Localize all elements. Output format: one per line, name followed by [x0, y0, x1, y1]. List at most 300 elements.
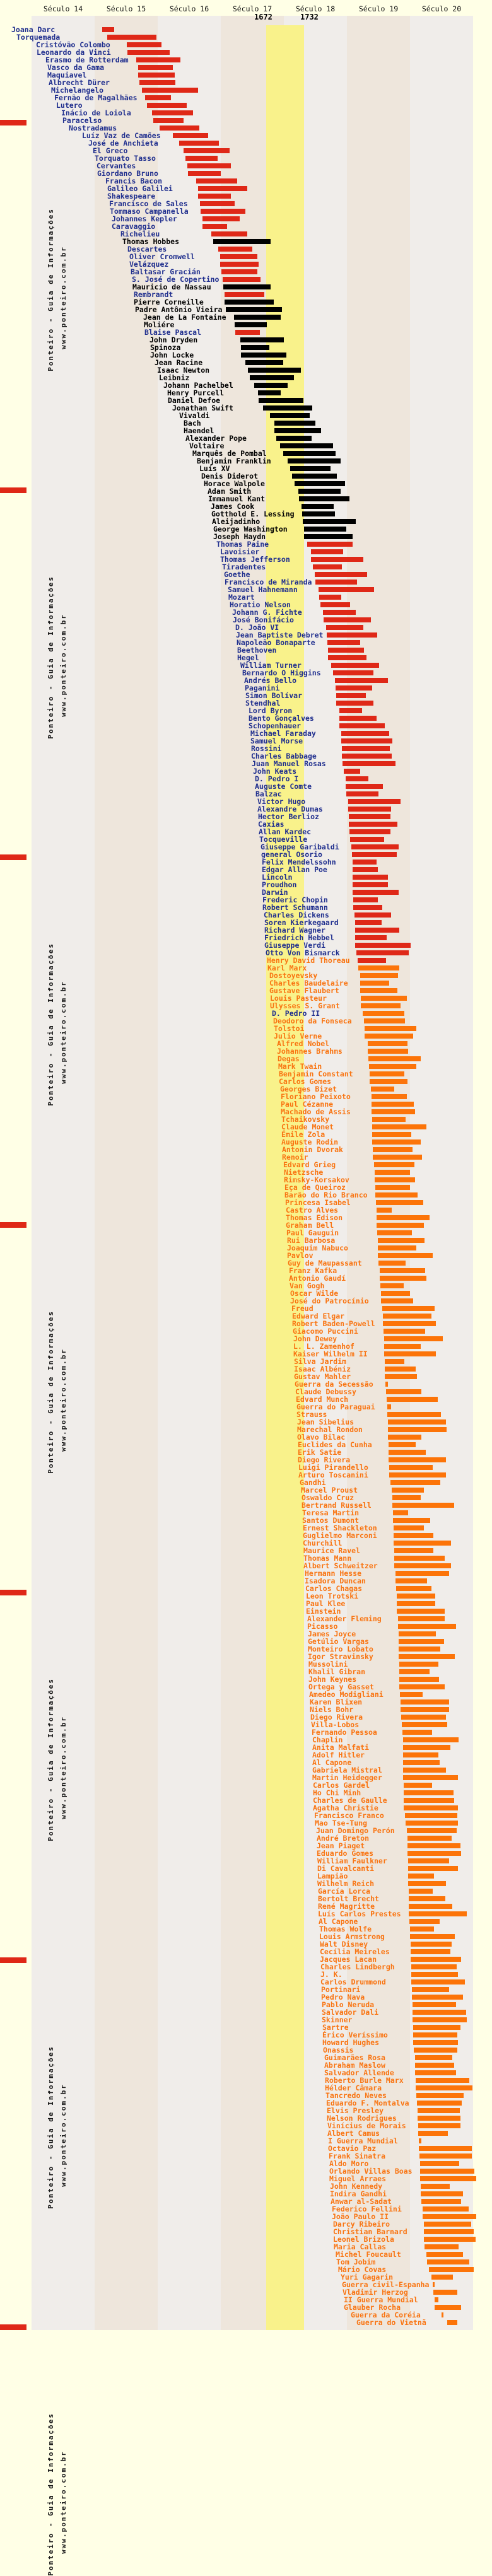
- lifespan-bar: [386, 1389, 421, 1394]
- lifespan-bar: [389, 1472, 446, 1477]
- person-label: José Bonifácio: [233, 615, 294, 624]
- person-label: Marcel Proust: [301, 1486, 358, 1495]
- lifespan-bar: [342, 746, 390, 751]
- lifespan-bar: [364, 1018, 405, 1023]
- lifespan-bar: [398, 1624, 456, 1629]
- lifespan-bar: [336, 701, 373, 706]
- person-label: Al Capone: [312, 1758, 352, 1767]
- lifespan-bar: [404, 1783, 432, 1788]
- person-label: Émile Zola: [281, 1130, 325, 1139]
- lifespan-bar: [320, 602, 350, 607]
- person-label: Tocqueville: [259, 835, 308, 844]
- person-label: Francisco de Sales: [109, 199, 188, 208]
- person-label: Lampião: [317, 1872, 348, 1880]
- lifespan-bar: [344, 769, 360, 774]
- lifespan-bar: [373, 1155, 422, 1160]
- person-label: Bento Gonçalves: [249, 714, 314, 723]
- person-label: Jean Racine: [155, 358, 203, 367]
- lifespan-bar: [196, 178, 237, 184]
- person-label: Guglielmo Marconi: [303, 1531, 377, 1540]
- lifespan-bar: [250, 375, 294, 380]
- person-label: Khalil Gibran: [308, 1667, 366, 1676]
- lifespan-bar: [234, 315, 281, 320]
- lifespan-bar: [354, 912, 391, 918]
- person-label: Monteiro Lobato: [308, 1645, 373, 1653]
- person-label: Pedro Nava: [321, 1993, 365, 2002]
- person-label: Vivaldi: [179, 411, 210, 420]
- lifespan-bar: [378, 1261, 406, 1266]
- sidebar-url-text: www.ponteiro.com.br: [59, 2083, 67, 2187]
- person-label: Pierre Corneille: [134, 298, 204, 306]
- person-label: D. João VI: [235, 623, 279, 632]
- lifespan-bar: [384, 1329, 425, 1334]
- person-label: Howard Hughes: [322, 2038, 380, 2047]
- person-label: Vladimir Herzog: [343, 2288, 408, 2297]
- person-label: Tom Jobim: [336, 2258, 376, 2266]
- lifespan-bar: [394, 1556, 445, 1561]
- lifespan-bar: [404, 1805, 458, 1810]
- person-label: Mark Twain: [278, 1062, 322, 1071]
- person-label: Princesa Isabel: [285, 1198, 351, 1207]
- lifespan-bar: [394, 1533, 433, 1538]
- person-label: Leonel Brizola: [333, 2235, 394, 2244]
- person-label: Alexander Fleming: [307, 1614, 382, 1623]
- person-label: Abraham Maslow: [324, 2061, 385, 2070]
- lifespan-bar: [349, 829, 390, 834]
- lifespan-bar: [413, 2017, 467, 2022]
- lifespan-bar: [385, 1367, 416, 1372]
- person-label: Otto Von Bismarck: [266, 948, 340, 957]
- lifespan-bar: [290, 466, 331, 471]
- person-label: Nelson Rodrigues: [327, 2114, 397, 2123]
- lifespan-bar: [198, 186, 247, 191]
- lifespan-bar: [328, 655, 366, 660]
- person-label: Hegel: [237, 653, 259, 662]
- person-label: Karen Blixen: [310, 1698, 363, 1706]
- person-label: Igor Stravinsky: [308, 1652, 373, 1661]
- lifespan-bar: [372, 1139, 421, 1145]
- lifespan-bar: [394, 1541, 451, 1546]
- lifespan-bar: [370, 1079, 407, 1084]
- lifespan-bar: [411, 1942, 452, 1947]
- lifespan-bar: [423, 2214, 476, 2219]
- century-label: Século 17: [232, 4, 272, 13]
- person-label: García Lorca: [318, 1887, 371, 1896]
- person-label: Alfred Nobel: [277, 1039, 330, 1048]
- sidebar-url-text: www.ponteiro.com.br: [59, 246, 67, 349]
- person-label: Guerra do Paraguai: [296, 1402, 375, 1411]
- sidebar-red-dash: [0, 854, 26, 860]
- lifespan-bar: [280, 443, 333, 448]
- person-label: Cristóvão Colombo: [36, 40, 110, 49]
- person-label: Julio Verne: [274, 1032, 322, 1040]
- person-label: Onassis: [323, 2046, 354, 2054]
- person-label: Voltaire: [189, 441, 225, 450]
- lifespan-bar: [378, 1245, 416, 1250]
- lifespan-bar: [274, 421, 315, 426]
- person-label: Felix Mendelssohn: [262, 858, 336, 866]
- person-label: José de Anchieta: [88, 139, 158, 148]
- lifespan-bar: [404, 1790, 454, 1795]
- sidebar-url-text: www.ponteiro.com.br: [59, 1348, 67, 1452]
- lifespan-bar: [274, 428, 321, 433]
- person-label: Van Gogh: [290, 1281, 325, 1290]
- lifespan-bar: [343, 761, 395, 766]
- lifespan-bar: [415, 2063, 454, 2068]
- lifespan-bar: [407, 1836, 452, 1841]
- person-label: Shakespeare: [107, 192, 156, 201]
- person-label: Getúlio Vargas: [308, 1637, 369, 1646]
- person-label: Rembrandt: [134, 290, 173, 299]
- lifespan-bar: [351, 844, 399, 849]
- lifespan-bar: [401, 1707, 449, 1712]
- lifespan-bar: [420, 2169, 474, 2174]
- person-label: John Dryden: [149, 335, 198, 344]
- person-label: Sartre: [322, 2023, 349, 2032]
- person-label: Anwar al-Sadat: [331, 2197, 392, 2206]
- lifespan-bar: [399, 1639, 444, 1644]
- lifespan-bar: [323, 610, 356, 615]
- person-label: Federico Fellini: [332, 2205, 402, 2213]
- person-label: Robert Baden-Powell: [292, 1319, 375, 1328]
- person-label: Ulysses S. Grant: [270, 1001, 340, 1010]
- person-label: Dostoyevsky: [269, 971, 318, 980]
- lifespan-bar: [304, 527, 346, 532]
- person-label: Paganini: [245, 684, 280, 692]
- person-label: Aldo Moro: [329, 2159, 369, 2168]
- lifespan-bar: [365, 1026, 416, 1031]
- century-column: [95, 16, 158, 2330]
- person-label: Bernardo O Higgins: [242, 668, 321, 677]
- person-label: Paul Klee: [306, 1599, 346, 1608]
- lifespan-bar: [411, 1964, 457, 1969]
- lifespan-bar: [399, 1646, 440, 1652]
- lifespan-bar: [392, 1503, 454, 1508]
- person-label: Franz Kafka: [289, 1266, 337, 1275]
- lifespan-bar: [390, 1480, 440, 1485]
- lifespan-bar: [372, 1124, 426, 1129]
- lifespan-bar: [346, 791, 378, 796]
- person-label: Picasso: [307, 1622, 338, 1631]
- person-label: Adolf Hitler: [312, 1751, 365, 1759]
- person-label: Louis Armstrong: [319, 1932, 385, 1941]
- lifespan-bar: [283, 451, 336, 456]
- person-label: Claude Debussy: [295, 1387, 356, 1396]
- person-label: Immanuel Kant: [208, 494, 266, 503]
- lifespan-bar: [418, 2123, 460, 2128]
- person-label: Francis Bacon: [105, 177, 163, 185]
- lifespan-bar: [403, 1760, 440, 1765]
- lifespan-bar: [416, 2078, 469, 2083]
- person-label: John Keynes: [308, 1675, 357, 1684]
- person-label: Aleijadinho: [212, 517, 261, 526]
- lifespan-bar: [416, 2093, 464, 2098]
- person-label: Charles Dickens: [264, 911, 329, 919]
- lifespan-bar: [360, 973, 398, 978]
- person-label: Henry David Thoreau: [267, 956, 350, 965]
- lifespan-bar: [395, 1571, 449, 1576]
- lifespan-bar: [384, 1336, 443, 1341]
- person-label: Olavo Bilac: [297, 1433, 346, 1442]
- person-label: Luíz Vaz de Camões: [82, 131, 161, 140]
- person-label: S. José de Copertino: [132, 275, 220, 284]
- lifespan-bar: [288, 458, 341, 463]
- lifespan-bar: [241, 345, 269, 350]
- person-label: Tolstoi: [274, 1024, 305, 1033]
- lifespan-bar: [324, 617, 371, 622]
- person-label: Baltasar Gracián: [131, 267, 201, 276]
- person-label: Elvis Presley: [327, 2106, 384, 2115]
- person-label: Thomas Jefferson: [220, 555, 290, 564]
- lifespan-bar: [419, 2146, 472, 2151]
- person-label: Vinícius de Morais: [327, 2121, 406, 2130]
- lifespan-bar: [377, 1230, 412, 1235]
- person-label: Pablo Neruda: [322, 2000, 375, 2009]
- person-label: J. K.: [320, 1970, 343, 1979]
- lifespan-bar: [388, 1419, 446, 1425]
- lifespan-bar: [403, 1768, 446, 1773]
- person-label: Adam Smith: [208, 487, 252, 496]
- person-label: Jean Piaget: [317, 1841, 365, 1850]
- lifespan-bar: [328, 648, 364, 653]
- person-label: Georges Bizet: [280, 1085, 337, 1093]
- person-label: Villa-Lobos: [311, 1720, 360, 1729]
- lifespan-bar: [263, 405, 312, 411]
- person-label: Tiradentes: [222, 562, 266, 571]
- person-label: Joaquim Nabuco: [287, 1244, 348, 1252]
- person-label: André Breton: [317, 1834, 370, 1843]
- lifespan-bar: [413, 2002, 456, 2007]
- person-label: Pavlov: [287, 1251, 313, 1260]
- person-label: Guimarães Rosa: [324, 2053, 385, 2062]
- lifespan-bar: [383, 1321, 436, 1326]
- lifespan-bar: [107, 35, 156, 40]
- lifespan-bar: [142, 88, 198, 93]
- lifespan-bar: [315, 580, 357, 585]
- person-label: John Kennedy: [330, 2182, 383, 2191]
- lifespan-bar: [202, 216, 240, 221]
- lifespan-bar: [397, 1594, 435, 1599]
- person-label: Charles Babbage: [251, 752, 317, 761]
- lifespan-bar: [411, 1949, 450, 1954]
- lifespan-bar: [221, 269, 257, 274]
- person-label: Giordano Bruno: [97, 169, 158, 178]
- person-label: Miguel Arraes: [329, 2174, 387, 2183]
- person-label: Eduardo Gomes: [317, 1849, 374, 1858]
- lifespan-bar: [147, 103, 187, 108]
- lifespan-bar: [404, 1798, 454, 1803]
- person-label: Fernando Pessoa: [312, 1728, 377, 1737]
- person-label: Darwin: [262, 888, 288, 897]
- person-label: Graham Bell: [286, 1221, 334, 1230]
- person-label: John Locke: [150, 351, 194, 359]
- person-label: José do Patrocínio: [290, 1297, 369, 1305]
- lifespan-bar: [372, 1117, 406, 1122]
- person-label: Bertolt Brecht: [318, 1894, 379, 1903]
- person-label: João Paulo II: [332, 2212, 389, 2221]
- person-label: Andrés Bello: [244, 676, 297, 685]
- lifespan-bar: [173, 133, 208, 138]
- person-label: Tancredo Neves: [325, 2091, 387, 2100]
- lifespan-bar: [435, 2297, 438, 2302]
- person-label: Bach: [184, 419, 201, 428]
- lifespan-bar: [418, 2116, 460, 2121]
- lifespan-bar: [413, 2040, 458, 2045]
- person-label: Walt Disney: [320, 1940, 368, 1949]
- person-label: Spinoza: [150, 343, 181, 352]
- century-label: Século 16: [169, 4, 209, 13]
- lifespan-bar: [198, 194, 231, 199]
- lifespan-bar: [417, 2101, 462, 2106]
- lifespan-bar: [358, 958, 386, 963]
- person-label: Mauricio de Nassau: [132, 283, 211, 291]
- lifespan-bar: [385, 1359, 404, 1364]
- lifespan-bar: [179, 141, 219, 146]
- lifespan-bar: [346, 776, 368, 781]
- lifespan-bar: [411, 1979, 465, 1984]
- lifespan-bar: [363, 1011, 404, 1016]
- lifespan-bar: [245, 360, 283, 365]
- lifespan-bar: [377, 1208, 392, 1213]
- person-label: Anita Malfati: [312, 1743, 370, 1752]
- person-label: Maquiavel: [47, 71, 87, 79]
- person-label: Santos Dumont: [302, 1516, 360, 1525]
- person-label: Samuel Morse: [250, 737, 303, 745]
- person-label: Mozart: [228, 593, 255, 602]
- lifespan-bar: [376, 1200, 423, 1205]
- person-label: Auguste Rodin: [281, 1138, 339, 1146]
- lifespan-bar: [409, 1911, 467, 1916]
- lifespan-bar: [145, 95, 171, 100]
- person-label: Nietzsche: [284, 1168, 324, 1177]
- lifespan-bar: [403, 1745, 450, 1750]
- person-label: Wilhelm Reich: [317, 1879, 375, 1888]
- lifespan-bar: [418, 2131, 448, 2136]
- sidebar-brand-text: Ponteiro - Guia de Informações: [47, 943, 55, 1107]
- lifespan-bar: [389, 1465, 433, 1470]
- person-label: Tchaikovsky: [281, 1115, 330, 1124]
- person-label: Glauber Rocha: [344, 2303, 401, 2312]
- lifespan-bar: [303, 519, 356, 524]
- person-label: Bertrand Russell: [302, 1501, 372, 1510]
- person-label: Frederic Chopin: [262, 895, 328, 904]
- lifespan-bar: [302, 504, 334, 509]
- lifespan-bar: [235, 322, 267, 327]
- person-label: Vasco da Gama: [47, 63, 105, 72]
- sidebar-red-dash: [0, 1222, 26, 1228]
- band-end-year-label: 1732: [300, 13, 319, 21]
- lifespan-bar: [397, 1609, 445, 1614]
- sidebar-red-dash: [0, 2324, 26, 2330]
- century-label: Século 19: [358, 4, 399, 13]
- lifespan-bar: [372, 1102, 414, 1107]
- lifespan-bar: [402, 1730, 432, 1735]
- person-label: II Guerra Mundial: [344, 2295, 418, 2304]
- lifespan-bar: [387, 1397, 438, 1402]
- person-label: Carlos Gardel: [313, 1781, 370, 1790]
- person-label: Orlando Villas Boas: [329, 2167, 413, 2176]
- lifespan-bar: [389, 1450, 426, 1455]
- person-label: Silva Jardim: [294, 1357, 347, 1366]
- person-label: Ho Chi Minh: [313, 1788, 361, 1797]
- lifespan-bar: [420, 2176, 476, 2181]
- lifespan-bar: [361, 1003, 401, 1008]
- lifespan-bar: [319, 595, 341, 600]
- person-label: Freud: [291, 1304, 313, 1313]
- person-label: Charles de Gaulle: [313, 1796, 387, 1805]
- lifespan-bar: [200, 201, 235, 206]
- lifespan-bar: [138, 65, 173, 70]
- lifespan-bar: [127, 42, 161, 47]
- lifespan-bar: [384, 1344, 421, 1349]
- person-label: Auguste Comte: [255, 782, 312, 791]
- person-label: Michael Faraday: [250, 729, 316, 738]
- lifespan-bar: [304, 534, 353, 539]
- lifespan-bar: [403, 1737, 459, 1742]
- lifespan-bar: [421, 2199, 461, 2204]
- lifespan-bar: [403, 1775, 458, 1780]
- lifespan-bar: [353, 867, 378, 872]
- person-label: Rimsky-Korsakov: [284, 1175, 349, 1184]
- person-label: Antonin Dvorak: [282, 1145, 343, 1154]
- person-label: Richard Wagner: [264, 926, 325, 935]
- person-label: Descartes: [127, 245, 167, 254]
- person-label: Salvador Dali: [322, 2008, 379, 2017]
- person-label: Barão do Rio Branco: [284, 1191, 368, 1199]
- lifespan-bar: [425, 2244, 459, 2249]
- lifespan-bar: [418, 2108, 460, 2113]
- person-label: Velázquez: [129, 260, 169, 269]
- person-label: Guerra civil-Espanha: [342, 2280, 430, 2289]
- lifespan-bar: [398, 1616, 445, 1621]
- person-label: Joseph Haydn: [213, 532, 266, 541]
- person-label: Frank Sinatra: [329, 2152, 386, 2160]
- sidebar-url-text: www.ponteiro.com.br: [59, 1715, 67, 1819]
- person-label: Edgar Allan Poe: [262, 865, 327, 874]
- person-label: Hermann Hesse: [305, 1569, 362, 1578]
- lifespan-bar: [374, 1162, 414, 1167]
- person-label: Rossini: [251, 744, 282, 753]
- lifespan-bar: [360, 981, 389, 986]
- person-label: Simon Bolívar: [245, 691, 303, 700]
- person-label: Renoir: [282, 1153, 308, 1162]
- person-label: Salvador Allende: [324, 2068, 394, 2077]
- lifespan-bar: [385, 1382, 388, 1387]
- person-label: Giacomo Puccini: [293, 1327, 358, 1336]
- person-label: Lavoisier: [220, 547, 260, 556]
- person-label: Degas: [278, 1054, 300, 1063]
- person-label: Luís Carlos Prestes: [318, 1909, 401, 1918]
- lifespan-bar: [381, 1291, 410, 1296]
- person-label: Oswaldo Cruz: [302, 1493, 354, 1502]
- lifespan-bar: [372, 1132, 411, 1137]
- lifespan-bar: [387, 1412, 441, 1417]
- lifespan-bar: [353, 905, 382, 910]
- person-label: Floriano Peixoto: [281, 1092, 351, 1101]
- person-label: Claude Monet: [281, 1122, 334, 1131]
- person-label: Luigi Pirandello: [298, 1463, 368, 1472]
- person-label: James Joyce: [308, 1629, 356, 1638]
- lifespan-bar: [353, 860, 377, 865]
- person-label: Mário Covas: [338, 2265, 387, 2274]
- lifespan-bar: [381, 1298, 413, 1303]
- lifespan-bar: [389, 1442, 416, 1447]
- lifespan-bar: [365, 1034, 413, 1039]
- person-label: Stendhal: [245, 699, 281, 708]
- lifespan-bar: [331, 663, 379, 668]
- person-label: Arturo Toscanini: [298, 1471, 368, 1479]
- lifespan-bar: [377, 1215, 430, 1220]
